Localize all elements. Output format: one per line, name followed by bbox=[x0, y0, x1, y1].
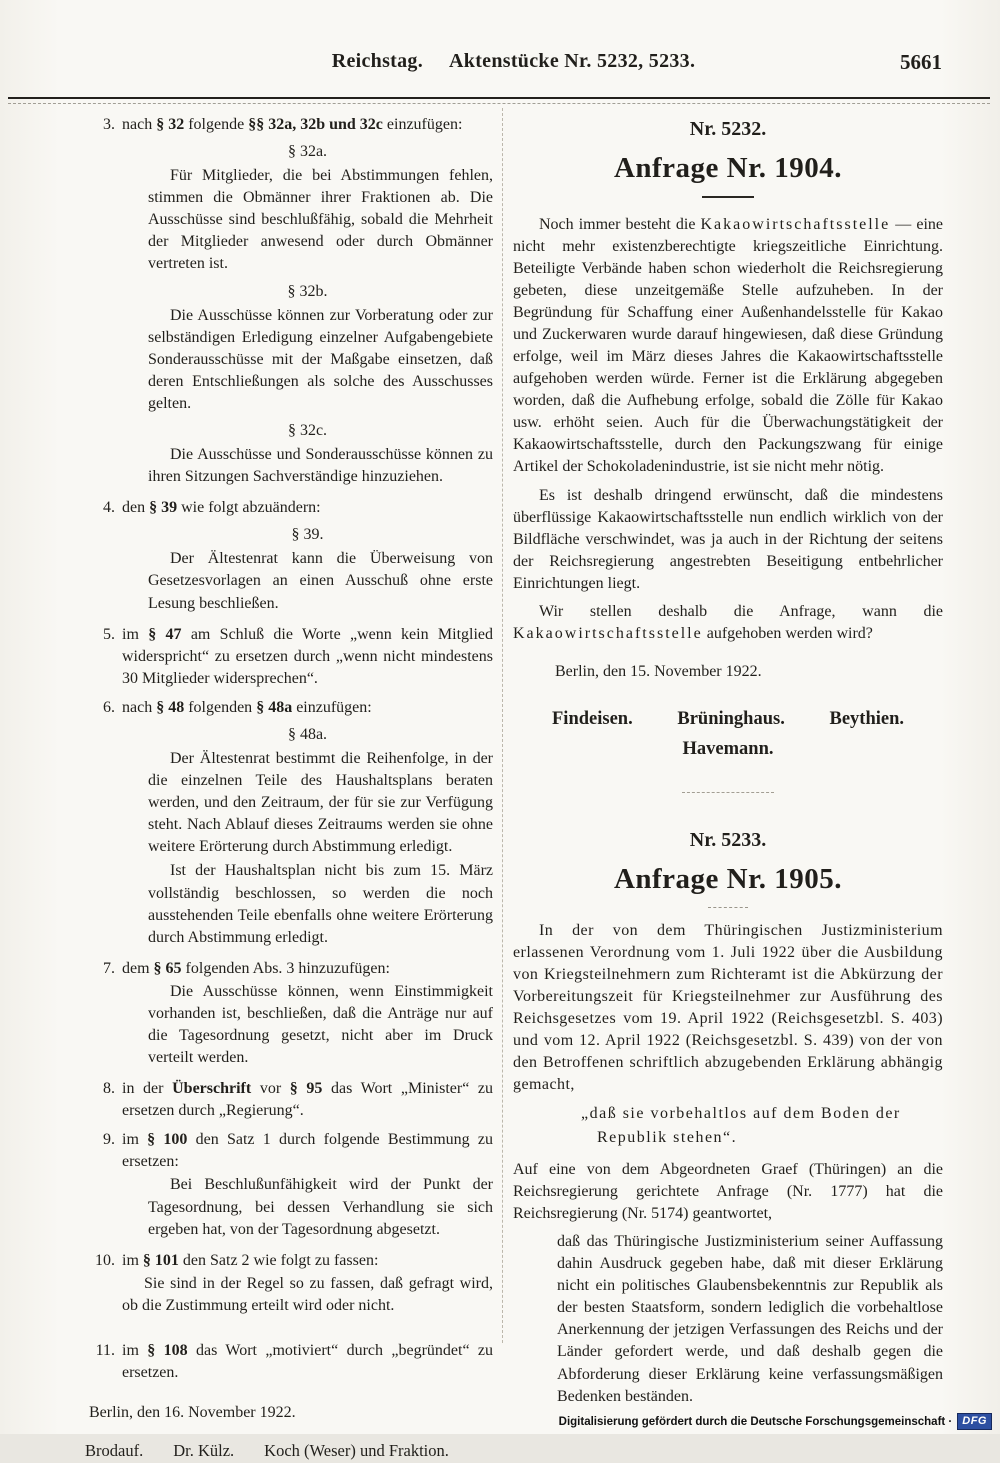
text-run: vor bbox=[251, 1080, 290, 1098]
item-lead bbox=[122, 958, 493, 980]
item-body bbox=[122, 697, 493, 951]
section-ref: § 47 bbox=[148, 625, 182, 643]
running-head bbox=[85, 50, 942, 73]
paragraph: Der Ältestenrat kann die Überweisung von Gesetzesvorlagen an einen Ausschuß ohne erste Lesung beschließen. bbox=[148, 550, 493, 612]
text-run: nach bbox=[122, 698, 157, 716]
signature-line bbox=[552, 707, 904, 733]
section-ref: § 65 bbox=[153, 959, 182, 977]
section-anfrage-5233 bbox=[513, 827, 943, 1407]
signature: Koch (Weser) und Fraktion. bbox=[264, 1441, 449, 1461]
section-heading: § 32c. bbox=[287, 422, 328, 440]
paragraph bbox=[513, 214, 943, 479]
item-lead bbox=[122, 497, 493, 519]
section-heading: § 39. bbox=[291, 526, 324, 544]
right-column bbox=[513, 114, 943, 1463]
list-item-3 bbox=[85, 114, 493, 490]
section-ref: § 108 bbox=[147, 1341, 188, 1359]
section-title: Anfrage Nr. 1905. bbox=[613, 862, 843, 895]
list-item-9 bbox=[85, 1129, 493, 1242]
section-anfrage-5232 bbox=[513, 116, 943, 762]
section-ref: § 48a bbox=[256, 698, 293, 716]
text-run: das Wort „Minister“ zu ersetzen durch „Regierung“. bbox=[122, 1080, 494, 1120]
item-lead bbox=[122, 114, 493, 136]
text-run: im bbox=[122, 1341, 148, 1359]
item-number: 10. bbox=[95, 1251, 115, 1269]
text-run: im bbox=[122, 1251, 143, 1269]
signature: Havemann. bbox=[682, 738, 774, 759]
item-number: 3. bbox=[103, 116, 115, 133]
kicker: Nr. 5233. bbox=[689, 829, 767, 852]
list-item-4 bbox=[85, 497, 493, 616]
item-lead bbox=[122, 1340, 493, 1384]
text-run: den Satz 2 wie folgt zu fassen: bbox=[178, 1251, 379, 1269]
text-run: folgenden bbox=[184, 698, 257, 716]
list-item-5 bbox=[85, 624, 493, 690]
paragraph bbox=[513, 601, 943, 645]
item-number: 5. bbox=[103, 625, 115, 643]
list-item-6 bbox=[85, 697, 493, 951]
item-body bbox=[122, 114, 493, 490]
text-run: — eine nicht mehr existenzberechtigte kriegszeitliche Einrichtung. Beteiligte Verbände haben schon wiederholt die Reichsregierung gebeten, diese unzeitgemäße Stelle aufzuheben. In der Begründung für Schaffung einer Außenhandelsstelle für Kakao und Zuckerwaren wurde darauf hingewiesen, daß diese Gründung erfolge, weil im März dieses Jahres die Kakaowirtschaftsstelle aufgehoben werden würde. Ferner ist die Erklärung abgegeben worden, daß die Aufhebung erfolge, sobald die Zölle für Kakao usw. erhöht seien. Auch für die Überwachungstätigkeit der Kakaowirtschaftsstelle, durch den Packungszwang für einige Artikel der Schokoladenindustrie, ist sie nicht mehr nötig. bbox=[513, 215, 943, 476]
text-run: wie folgt abzuändern: bbox=[177, 499, 321, 517]
paragraph: Ist der Haushaltsplan nicht bis zum 15. März vollständig beschlossen, so werden die noch ausstehenden Teile ebenfalls ohne weitere Erörterung durch Abstimmung erledigt. bbox=[148, 862, 493, 946]
signature-line bbox=[85, 1440, 493, 1463]
left-column bbox=[85, 114, 493, 1463]
text-run: im bbox=[122, 625, 149, 643]
text-run: folgende bbox=[184, 116, 249, 133]
text-run: im bbox=[122, 1131, 148, 1149]
list-item-11 bbox=[85, 1340, 493, 1384]
item-lead bbox=[122, 1078, 493, 1122]
text-run: den Satz 1 durch folgende Bestimmung zu ersetzen: bbox=[122, 1131, 494, 1171]
text-run: am Schluß die Worte „wenn kein Mitglied widerspricht“ zu ersetzen durch „wenn nicht mindestens 30 Mitglieder widersprechen“. bbox=[122, 625, 494, 687]
list-item-7 bbox=[85, 958, 493, 1071]
list-item-8 bbox=[85, 1078, 493, 1122]
text-run: einzufügen: bbox=[292, 698, 372, 716]
answer-block: daß das Thüringische Justizministerium seiner Auffassung dahin Ausdruck gegeben habe, daß mit dieser Erklärung nicht ein politisches Glaubensbekenntnis zur Republik als der besten Staatsform, sondern lediglich die vorbehaltlose Anerkennung der jetzigen Verfassungen des Reichs und der Länder gefordert werde, und daß deshalb gegen die Abforderung dieser Erklärung keine verfassungsmäßigen Bedenken beständen. bbox=[557, 1233, 943, 1405]
header-rule-dashed bbox=[8, 103, 990, 104]
title-rule bbox=[708, 907, 748, 908]
section-heading: § 32a. bbox=[287, 143, 328, 161]
section-ref: § 39 bbox=[149, 499, 178, 517]
text-run: dem bbox=[122, 959, 154, 977]
letterspaced-run: Kakaowirtschaftsstelle bbox=[700, 215, 891, 233]
item-body bbox=[122, 497, 493, 616]
text-run: den bbox=[122, 499, 150, 517]
dateline: Berlin, den 15. November 1922. bbox=[555, 663, 762, 681]
section-ref: § 101 bbox=[142, 1251, 179, 1269]
section-ref: § 95 bbox=[289, 1080, 323, 1098]
docket-title: Aktenstücke Nr. 5232, 5233. bbox=[449, 50, 696, 72]
journal-title: Reichstag. bbox=[331, 50, 424, 72]
paragraph: Sie sind in der Regel so zu fassen, daß gefragt wird, ob die Zustimmung erteilt wird oder nicht. bbox=[122, 1274, 493, 1314]
section-heading: § 32b. bbox=[287, 282, 328, 300]
text-run: einzufügen: bbox=[382, 116, 463, 133]
item-body bbox=[122, 1129, 493, 1242]
item-lead bbox=[122, 1129, 493, 1173]
item-number: 6. bbox=[103, 698, 115, 716]
content-columns bbox=[85, 114, 943, 1463]
text-run: das Wort „motiviert“ durch „begründet“ zu ersetzen. bbox=[122, 1341, 494, 1381]
item-number: 11. bbox=[95, 1341, 115, 1359]
dfg-logo: DFG bbox=[957, 1413, 992, 1430]
paragraph: Die Ausschüsse können zur Vorberatung oder zur selbständigen Erledigung einzelner Aufgabengebiete Sonderausschüsse mit der Maßgabe einsetzen, daß deren Entschließungen als solche des Ausschusses gelten. bbox=[148, 306, 493, 412]
signature: Brodauf. bbox=[85, 1441, 144, 1461]
item-body bbox=[122, 624, 493, 690]
item-number: 7. bbox=[103, 959, 115, 977]
text-run: nach bbox=[122, 116, 157, 133]
text-run: folgenden Abs. 3 hinzuzufügen: bbox=[181, 959, 390, 977]
section-ref: §§ 32a, 32b und 32c bbox=[248, 116, 383, 133]
paragraph: Die Ausschüsse können, wenn Einstimmigkeit vorhanden ist, beschließen, daß die Anträge nur auf die Tagesordnung gesetzt, nicht aber im Druck verteilt werden. bbox=[148, 982, 493, 1067]
item-body bbox=[122, 1340, 493, 1384]
item-lead bbox=[122, 624, 493, 690]
paragraph: Die Ausschüsse und Sonderausschüsse können zu ihren Sitzungen Sachverständige hinzuziehen. bbox=[148, 446, 493, 486]
section-ref: § 48 bbox=[156, 698, 185, 716]
text-run: Wir stellen deshalb die Anfrage, wann die bbox=[539, 602, 943, 620]
text-run: Noch immer besteht die bbox=[539, 215, 701, 233]
kicker: Nr. 5232. bbox=[689, 118, 767, 140]
paragraph: Für Mitglieder, die bei Abstimmungen fehlen, stimmen die Obmänner ihrer Fraktionen ab. Die Ausschüsse sind beschlußfähig, sobald die Mehrheit der Mitglieder anwesend oder durch Obmänner vertreten ist. bbox=[148, 167, 493, 273]
item-body bbox=[122, 1078, 493, 1122]
section-ref: § 100 bbox=[147, 1131, 188, 1149]
signature: Findeisen. bbox=[552, 709, 633, 730]
item-number: 8. bbox=[103, 1080, 115, 1098]
text-run: aufgehoben werden wird? bbox=[702, 625, 873, 643]
digitization-credit: Digitalisierung gefördert durch die Deutsche Forschungsgemeinschaft · bbox=[558, 1415, 953, 1428]
item-number: 9. bbox=[103, 1131, 115, 1149]
list-item-10 bbox=[85, 1250, 493, 1333]
paragraph: Der Ältestenrat bestimmt die Reihenfolge, in der die einzelnen Teile des Haushaltsplans beraten werden, und den Zeitraum, der für sie zur Verfügung steht. Nach Ablauf dieses Zeitraums werden sie ohne weitere Erörterung durch Abstimmung erledigt. bbox=[148, 750, 493, 856]
letterspaced-run: Kakaowirtschaftsstelle bbox=[513, 625, 703, 643]
item-body bbox=[122, 1250, 493, 1333]
section-title: Anfrage Nr. 1904. bbox=[613, 151, 843, 184]
section-heading: § 48a. bbox=[287, 725, 328, 743]
signature: Beythien. bbox=[829, 709, 904, 730]
text-run: in der bbox=[122, 1080, 173, 1098]
page-number: 5661 bbox=[900, 50, 942, 74]
paragraph: Auf eine von dem Abgeordneten Graef (Thüringen) an die Reichsregierung gerichtete Anfrage (Nr. 1777) hat die Reichsregierung (Nr. 5174) geantwortet, bbox=[513, 1160, 943, 1222]
quote-block: „daß sie vorbehaltlos auf dem Boden der Republik stehen“. bbox=[581, 1105, 901, 1146]
header-rule bbox=[8, 97, 990, 99]
signature: Brüninghaus. bbox=[677, 709, 785, 730]
emphasis-run: Überschrift bbox=[172, 1080, 252, 1098]
item-lead bbox=[122, 1250, 493, 1272]
signature-line bbox=[513, 737, 943, 763]
footer-credit bbox=[559, 1413, 992, 1430]
dateline: Berlin, den 16. November 1922. bbox=[89, 1404, 296, 1422]
item-number: 4. bbox=[103, 499, 115, 517]
page-header bbox=[85, 50, 942, 80]
item-lead bbox=[122, 697, 493, 719]
section-divider bbox=[682, 792, 774, 793]
signature: Dr. Külz. bbox=[173, 1441, 235, 1461]
paragraph: Es ist deshalb dringend erwünscht, daß die mindestens überflüssige Kakaowirtschaftsstelle nun endlich wirklich von der Bildfläche verschwindet, was ja auch in der Richtung der seitens der Reichsregierung angestrebten Beseitigung entbehrlicher Einrichtungen liegt. bbox=[513, 486, 943, 592]
section-ref: § 32 bbox=[156, 116, 185, 133]
paragraph: In der von dem Thüringischen Justizministerium erlassenen Verordnung vom 1. Juli 1922 über die Ausbildung von Kriegsteilnehmern zum Richteramt ist die Abkürzung der Vorbereitungszeit für Kriegsteilnehmer zur Ausführung des Reichsgesetzes vom 19. April 1922 (Reichsgesetzbl. S. 403) und vom 12. April 1922 (Reichsgesetzbl. S. 439) von der von den Betroffenen schriftlich abzugebenden Erklärung abhängig gemacht, bbox=[513, 921, 943, 1094]
paragraph: Bei Beschlußunfähigkeit wird der Punkt der Tagesordnung, bei dessen Verhandlung sie sich ergeben hat, von der Tagesordnung abgesetzt. bbox=[148, 1176, 493, 1238]
item-body bbox=[122, 958, 493, 1071]
title-rule bbox=[702, 196, 754, 198]
